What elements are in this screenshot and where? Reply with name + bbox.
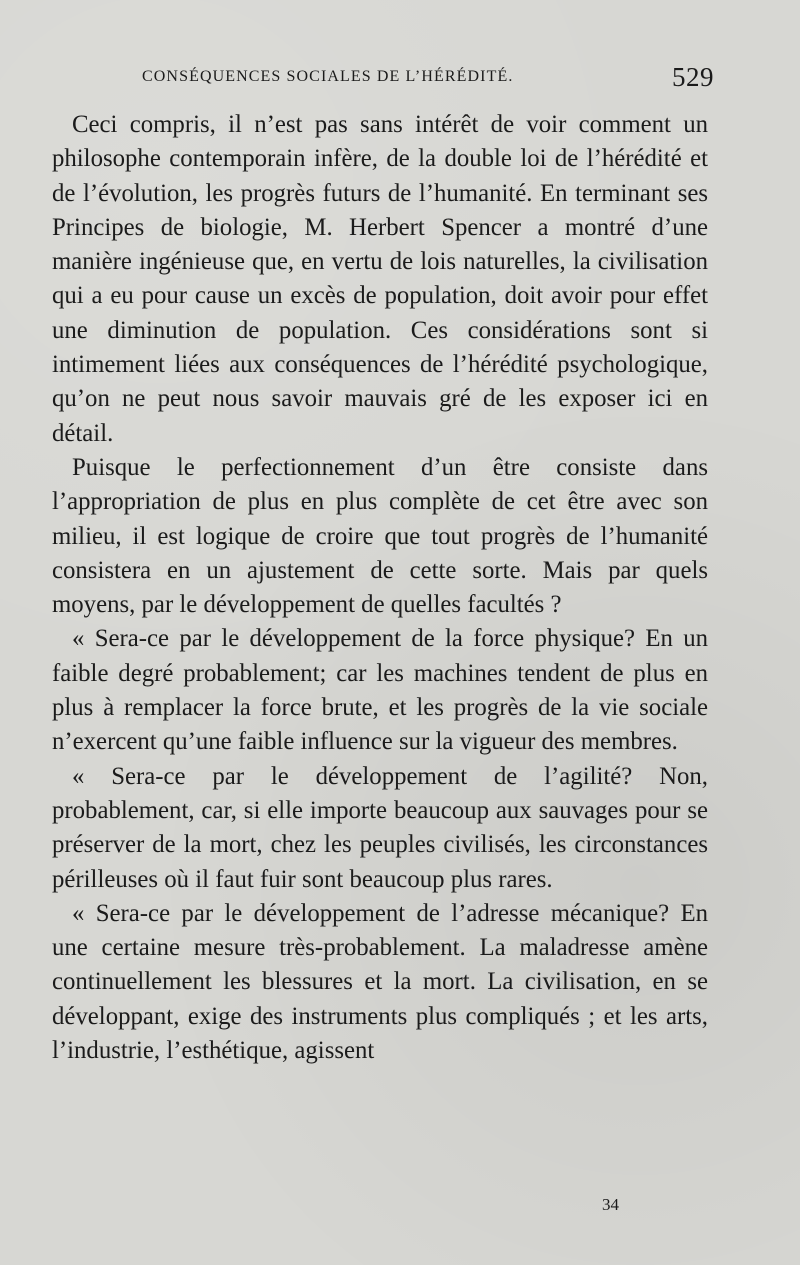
paragraph-5: « Sera-ce par le développement de l’adresse mécanique? En une certaine mesure très-probablement. La maladresse amène continuellement les blessures et la mort. La civilisation, en se développant, exige des instruments plus compliqués ; et les arts, l’industrie, l’esthétique, agissent: [52, 899, 708, 1065]
paragraph-3: « Sera-ce par le développement de la force physique? En un faible degré probablement; car les machines tendent de plus en plus à remplacer la force brute, et les progrès de la vie sociale n’exercent qu’une faible influence sur la vigueur des membres.: [52, 625, 708, 756]
paragraph-2: Puisque le perfectionnement d’un être consiste dans l’appropriation de plus en plus complète de cet être avec son milieu, il est logique de croire que tout progrès de l’humanité consistera en un ajustement de cette sorte. Mais par quels moyens, par le développement de quelles facultés ?: [52, 453, 708, 619]
signature-mark: 34: [602, 1195, 619, 1214]
paragraph-1: Ceci compris, il n’est pas sans intérêt de voir comment un philosophe contemporain infère, de la double loi de l’hérédité et de l’évolution, les progrès futurs de l’humanité. En terminant ses Principes de biologie, M. Herbert Spencer a montré d’une manière ingénieuse que, en vertu de lois naturelles, la civilisation qui a eu pour cause un excès de population, doit avoir pour effet une diminution de population. Ces considérations sont si intimement liées aux conséquences de l’hérédité psychologique, qu’on ne peut nous savoir mauvais gré de les exposer ici en détail.: [52, 111, 708, 447]
running-header: [52, 62, 714, 98]
page-number: 529: [672, 62, 714, 92]
paragraph-4: « Sera-ce par le développement de l’agilité? Non, probablement, car, si elle importe beaucoup aux sauvages pour se préserver de la mort, chez les peuples civilisés, les circonstances périlleuses où il faut fuir sont beaucoup plus rares.: [52, 762, 708, 893]
body-text: [52, 108, 708, 1068]
running-title: CONSÉQUENCES SOCIALES DE L’HÉRÉDITÉ.: [142, 68, 514, 85]
